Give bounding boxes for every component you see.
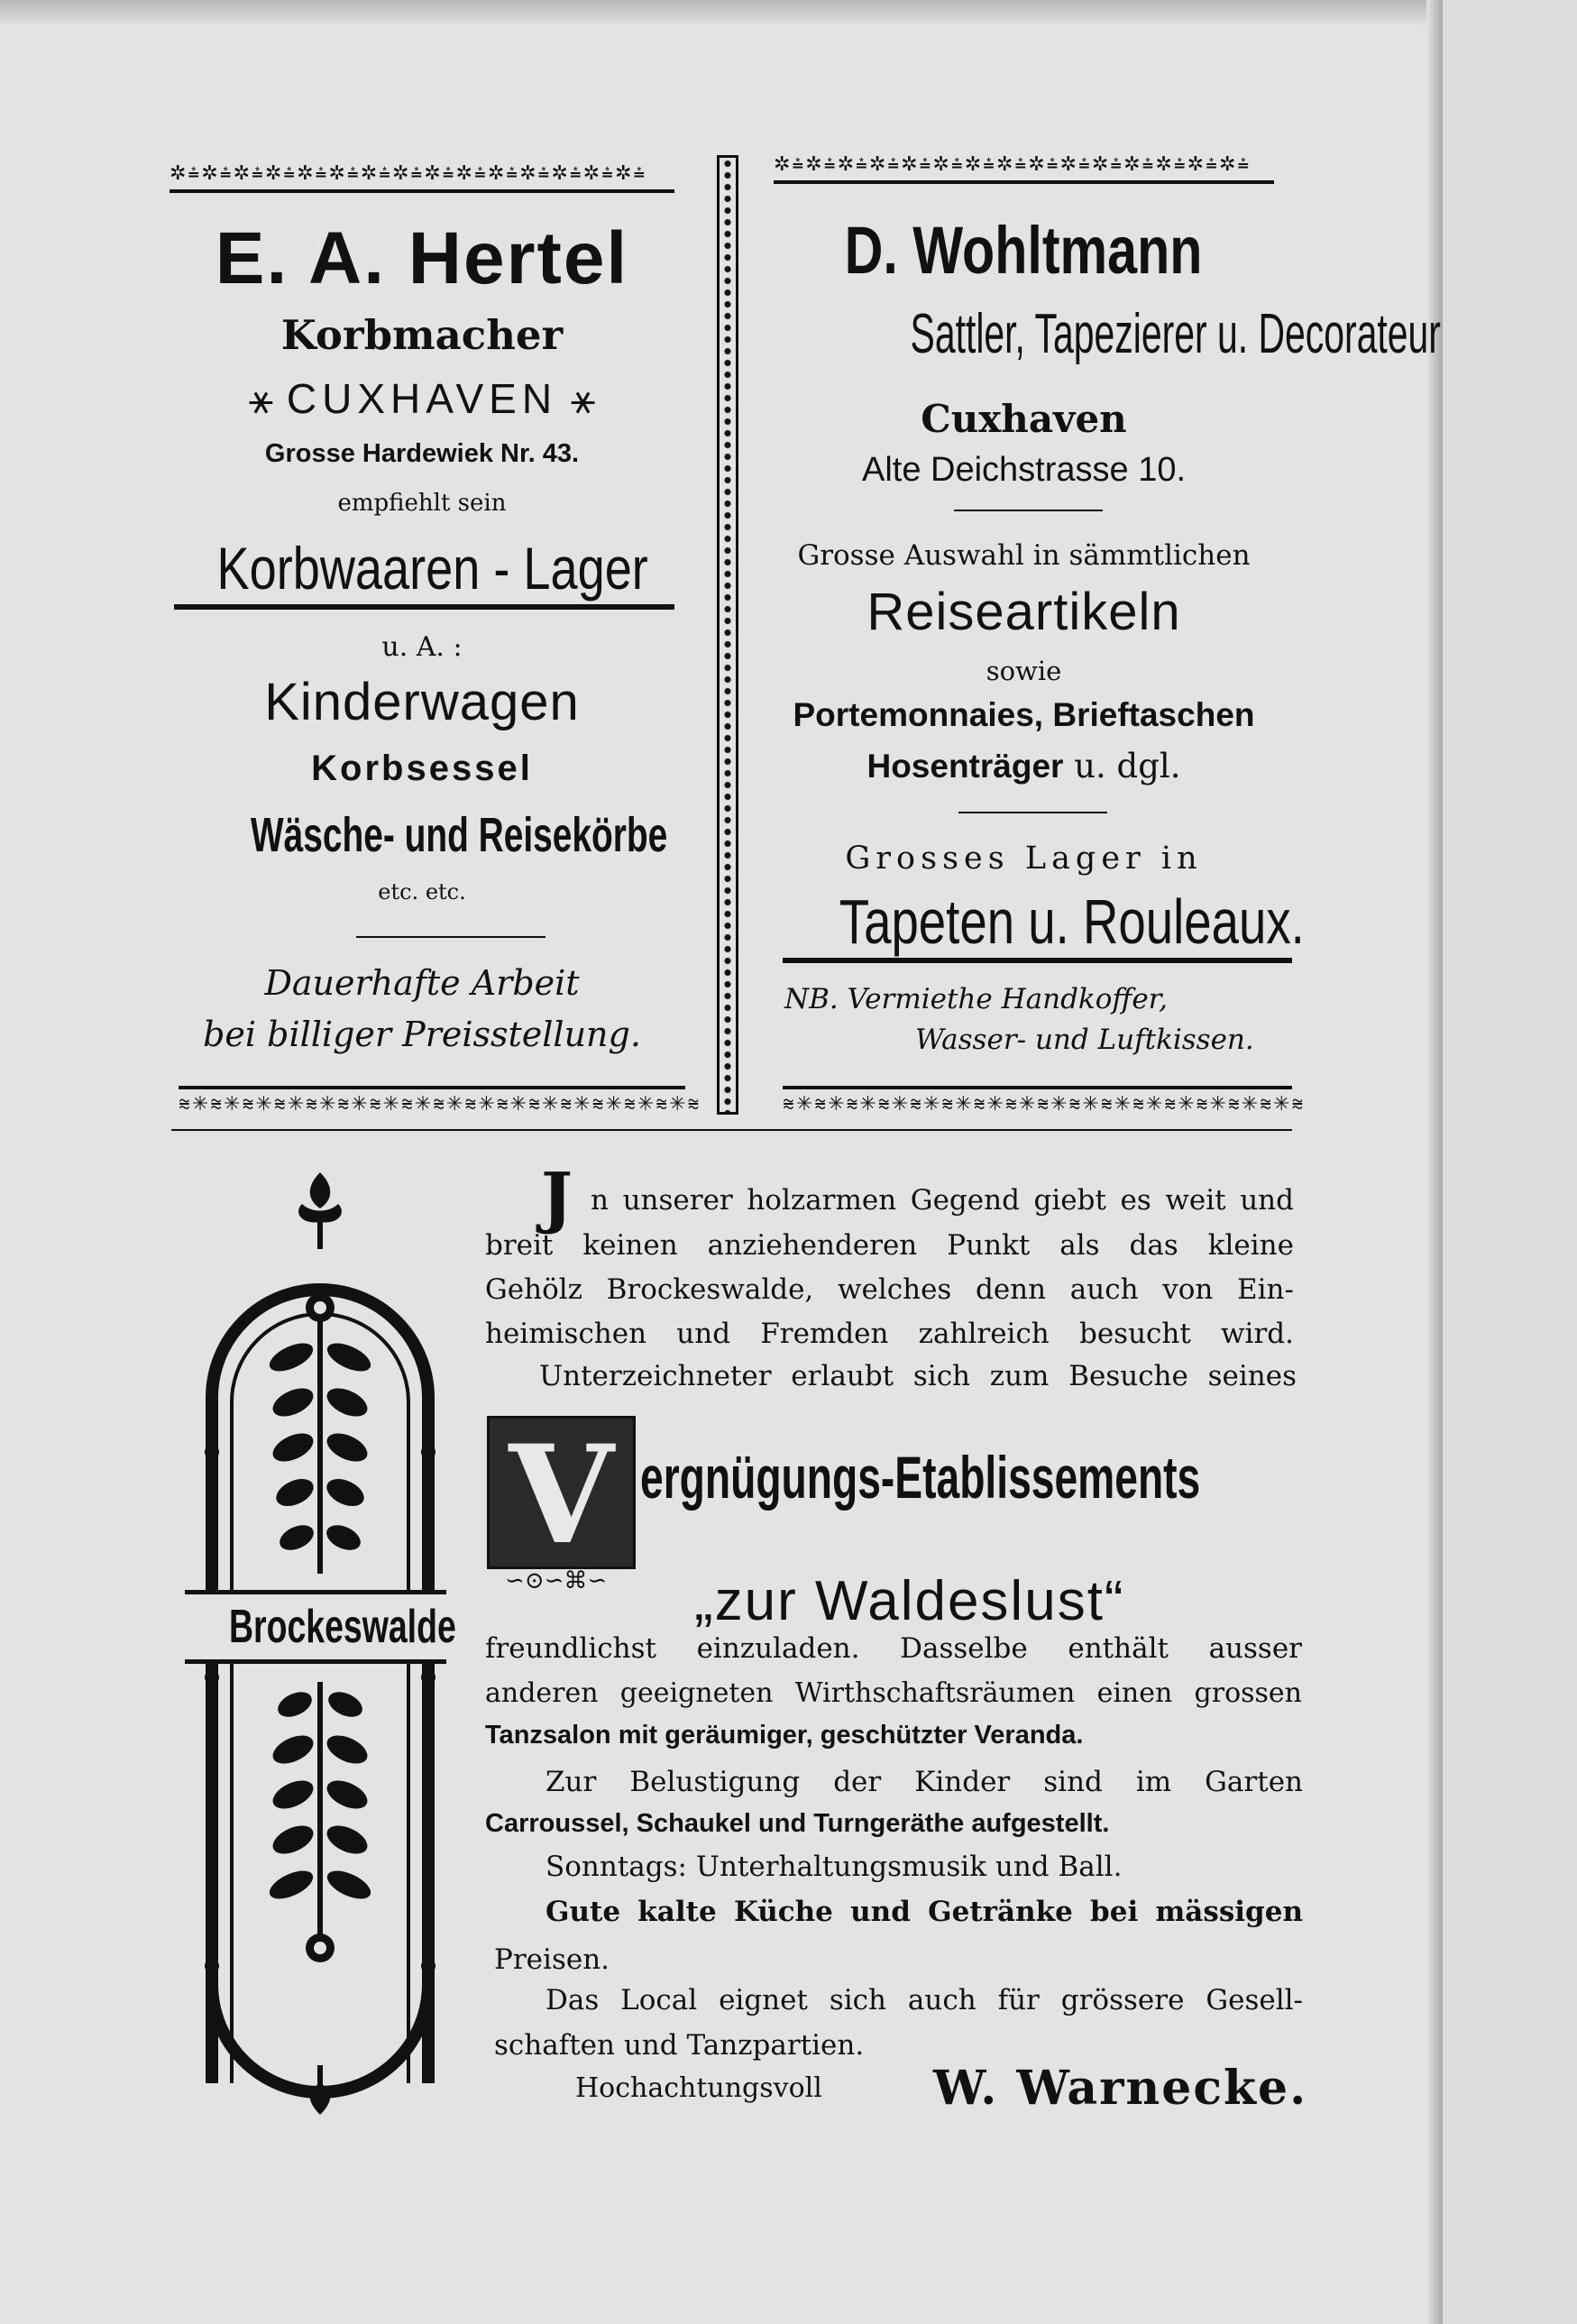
para3-line1: Zur Belustigung der Kinder sind im Garten — [546, 1766, 1303, 1798]
wohltmann-trade: Sattler, Tapezierer u. Decorateur — [910, 303, 1441, 365]
rule-bottom-right — [783, 1086, 1292, 1089]
wohltmann-goods-2 — [774, 747, 1274, 785]
rule-wohltmann-headline2 — [783, 958, 1292, 963]
wohltmann-headline2: Tapeten u. Rouleaux. — [839, 886, 1305, 957]
hertel-address: Grosse Hardewiek Nr. 43. — [264, 439, 580, 468]
wohltmann-name-box — [774, 212, 1274, 293]
para5-line2: Preisen. — [494, 1943, 610, 1976]
para6-line2: schaften und Tanzpartien. — [494, 2029, 865, 2062]
section-divider — [171, 1129, 1292, 1131]
finial-top-icon — [298, 1172, 342, 1249]
scroll-ornament-icon: ∽⊙∽⌘∽ — [505, 1567, 608, 1594]
closing: Hochachtungsvoll — [575, 2072, 822, 2104]
ornament-bar-bottom-right: ⩬✳⩬✳⩬✳⩬✳⩬✳⩬✳⩬✳⩬✳⩬✳⩬✳⩬✳⩬✳⩬✳⩬✳⩬✳⩬✳⩬ — [783, 1093, 1306, 1116]
para1-line5: Unterzeichneter erlaubt sich zum Besuche seines — [539, 1360, 1297, 1392]
hertel-item-baskets: Wäsche- und Reisekörbe — [250, 808, 668, 862]
hertel-recommends: empfiehlt sein — [337, 490, 507, 517]
wohltmann-goods-2b: u. dgl. — [1074, 747, 1181, 785]
para3-line2: Carroussel, Schaukel und Turngeräthe aufgestellt. — [485, 1809, 1110, 1838]
hertel-headline: Korbwaaren - Lager — [216, 535, 648, 602]
wohltmann-goods-1a: Portemonnaies, — [793, 696, 1044, 733]
dropcap-v: V — [487, 1416, 636, 1569]
para1-line1: n unserer holzarmen Gegend giebt es weit und — [591, 1184, 1294, 1217]
hertel-item-kinderwagen: Kinderwagen — [264, 673, 580, 731]
wohltmann-city: Cuxhaven — [921, 397, 1127, 441]
rule-wohltmann-1 — [954, 510, 1103, 511]
ornament-bar-top-right: ✲⩮✲⩮✲⩮✲⩮✲⩮✲⩮✲⩮✲⩮✲⩮✲⩮✲⩮✲⩮✲⩮✲⩮✲⩮ — [774, 153, 1252, 176]
vignette-label: Brockeswalde — [228, 1601, 456, 1653]
rule-top-right — [774, 180, 1274, 184]
hertel-ua: u. A. : — [381, 631, 463, 663]
para6-line1: Das Local eignet sich auch für grössere Gesell- — [546, 1984, 1303, 2016]
star-icon: ⚹ — [248, 374, 287, 423]
hertel-item-korbsessel: Korbsessel — [311, 749, 533, 788]
wohltmann-goods-1b: Brieftaschen — [1052, 696, 1255, 733]
wohltmann-headline2-box — [774, 886, 1305, 958]
para4: Sonntags: Unterhaltungsmusik und Ball. — [546, 1851, 1123, 1883]
wohltmann-line1: Grosse Auswahl in sämmtlichen — [797, 539, 1251, 572]
hertel-etc: etc. etc. — [378, 879, 466, 905]
hertel-city: CUXHAVEN — [286, 375, 558, 422]
rule-hertel-headline — [174, 604, 674, 610]
finial-bottom-icon — [310, 2065, 331, 2115]
rule-top-left — [170, 189, 674, 193]
wohltmann-sowie: sowie — [986, 656, 1062, 686]
para1-line3: Gehölz Brockeswalde, welches denn auch von Ein- — [485, 1273, 1294, 1306]
wohltmann-note-2: Wasser- und Luftkissen. — [915, 1024, 1254, 1056]
wohltmann-address: Alte Deichstrasse 10. — [861, 451, 1187, 489]
vignette-label-plate — [185, 1590, 456, 1664]
para1-line2: breit keinen anziehenderen Punkt als das kleine — [485, 1229, 1294, 1262]
ornament-bar-bottom-left: ⩬✳⩬✳⩬✳⩬✳⩬✳⩬✳⩬✳⩬✳⩬✳⩬✳⩬✳⩬✳⩬✳⩬✳⩬✳⩬✳⩬ — [179, 1093, 701, 1116]
wohltmann-headline: Reiseartikeln — [866, 583, 1181, 641]
hertel-name: E. A. Hertel — [215, 217, 629, 299]
vignette-label-box — [185, 1594, 456, 1659]
vine-lower-icon — [265, 1682, 374, 1962]
wohltmann-note-1: NB. Vermiethe Handkoffer, — [784, 983, 1168, 1015]
wohltmann-trade-box — [774, 302, 1441, 379]
heading-box — [640, 1443, 1280, 1520]
establishment-heading: ergnügungs-Etablissements — [640, 1444, 1201, 1511]
hertel-item3-box — [170, 807, 674, 870]
wohltmann-goods-2a: Hosenträger — [866, 748, 1064, 785]
wohltmann-name: D. Wohltmann — [845, 213, 1203, 288]
scan-edge-top — [0, 0, 1443, 27]
hertel-city-line — [170, 374, 674, 425]
vine-upper-icon — [265, 1293, 374, 1574]
rule-bottom-left — [179, 1086, 685, 1089]
para2-line3: Tanzsalon mit geräumiger, geschützter Veranda. — [485, 1721, 1084, 1750]
hertel-trade: Korbmacher — [280, 311, 564, 359]
wohltmann-goods-1 — [774, 696, 1274, 734]
para5-line1: Gute kalte Küche und Getränke bei mässigen — [546, 1896, 1303, 1928]
ornament-bar-top-left: ✲⩮✲⩮✲⩮✲⩮✲⩮✲⩮✲⩮✲⩮✲⩮✲⩮✲⩮✲⩮✲⩮✲⩮✲⩮ — [170, 162, 647, 185]
vertical-chain-divider — [717, 155, 738, 1115]
rule-hertel-short — [356, 936, 546, 938]
dropcap-j: J — [541, 1159, 573, 1236]
signature: W. Warnecke. — [933, 2061, 1308, 2116]
hertel-slogan-2: bei billiger Preisstellung. — [203, 1015, 641, 1054]
para2-line2: anderen geeigneten Wirthschaftsräumen einen grossen — [485, 1677, 1302, 1709]
para2-line1: freundlichst einzuladen. Dasselbe enthält ausser — [485, 1632, 1302, 1665]
hertel-headline-box — [170, 534, 674, 602]
establishment-name: „zur Waldeslust“ — [694, 1570, 1125, 1632]
hertel-slogan-1: Dauerhafte Arbeit — [264, 963, 580, 1003]
para1-line4: heimischen und Fremden zahlreich besucht wird. — [485, 1318, 1294, 1350]
star-icon: ⚹ — [557, 374, 596, 423]
wohltmann-line2: Grosses Lager in — [845, 840, 1203, 877]
rule-wohltmann-2 — [958, 812, 1107, 813]
